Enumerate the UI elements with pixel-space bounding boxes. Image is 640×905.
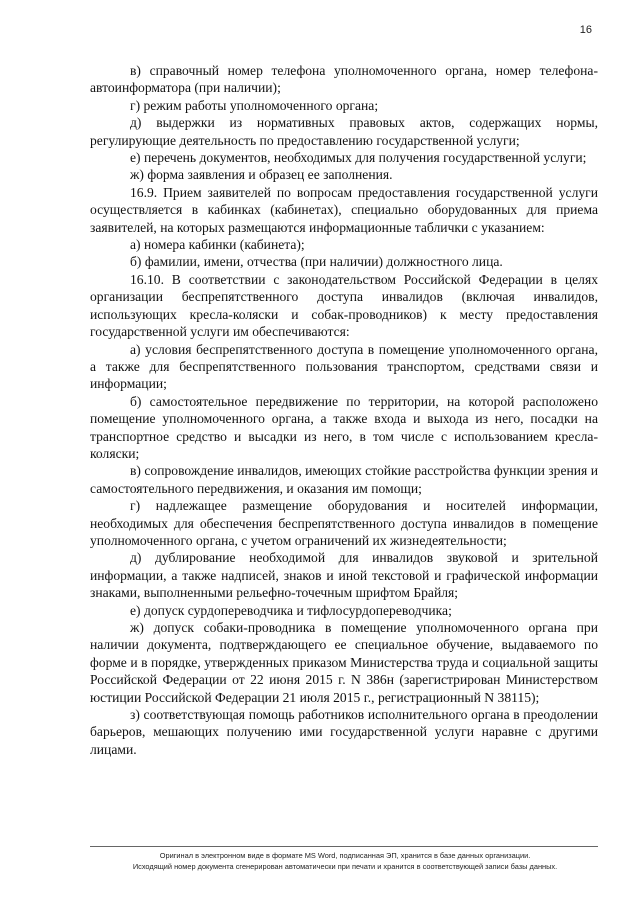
- paragraph-item-g-equipment: г) надлежащее размещение оборудования и носителей информации, необходимых для обеспечения беспрепятственного доступа инвалидов в помещение уполномоченного органа, с учетом ограничений их жизнедеятельности;: [90, 498, 598, 548]
- paragraph-16-10: 16.10. В соответствии с законодательством Российской Федерации в целях организации беспрепятственного доступа инвалидов (включая инвалидов, использующих кресла-коляски и собак-проводников) к месту предоставления государственной услуги им обеспечиваются:: [90, 271, 598, 340]
- paragraph-item-a: а) номера кабинки (кабинета);: [130, 237, 305, 253]
- paragraph-item-e-interpreter: е) допуск сурдопереводчика и тифлосурдопереводчика;: [130, 602, 452, 618]
- paragraph-item-a-access: а) условия беспрепятственного доступа в помещение уполномоченного органа, а также для беспрепятственного пользования транспортом, средствами связи и информации;: [90, 341, 598, 392]
- footer-divider: [90, 846, 598, 847]
- paragraph-item-e: е) перечень документов, необходимых для получения государственной услуги;: [130, 150, 587, 166]
- paragraph-item-b: б) фамилии, имени, отчества (при наличии) должностного лица.: [130, 254, 503, 270]
- paragraph-item-d: д) выдержки из нормативных правовых актов, содержащих нормы, регулирующие деятельность по предоставлению государственной услуги;: [90, 115, 598, 148]
- paragraph-16-9: 16.9. Прием заявителей по вопросам предоставления государственной услуги осуществляется в кабинках (кабинетах), специально оборудованных для приема заявителей, на которых размещаются информационные таблички с указанием:: [90, 184, 598, 235]
- paragraph-item-g: г) режим работы уполномоченного органа;: [130, 97, 379, 113]
- footer-note-number: Исходящий номер документа сгенерирован автоматически при печати и хранится в соответствующей записи базы данных.: [132, 862, 558, 871]
- page-number: 16: [579, 24, 592, 36]
- paragraph-item-zh-guide-dog: ж) допуск собаки-проводника в помещение уполномоченного органа при наличии документа, подтверждающего ее специальное обучение, выдаваемого по форме и в порядке, утвержденных приказом Министерства труда и социальной защиты Российской Федерации от 22 июня 2015 г. N 386н (зарегистрирован Министерством юстиции Российской Федерации 21 июля 2015 г., регистрационный N 38115);: [90, 620, 598, 705]
- paragraph-item-b-movement: б) самостоятельное передвижение по территории, на которой расположено помещение уполномоченного органа, а также входа и выхода из него, посадки на транспортное средство и высадки из него, в том числе с использованием кресла-коляски;: [90, 393, 598, 461]
- paragraph-item-zh: ж) форма заявления и образец ее заполнения.: [130, 167, 393, 183]
- footer-note-original: Оригинал в электронном виде в формате MS Word, подписанная ЭП, хранится в базе данных организации.: [159, 851, 531, 860]
- document-body: [90, 62, 598, 758]
- paragraph-item-d-duplication: д) дублирование необходимой для инвалидов звуковой и зрительной информации, а также надписей, знаков и иной текстовой и графической информации знаками, выполненными рельефно-точечным шрифтом Брайля;: [90, 550, 598, 601]
- paragraph-item-v: в) справочный номер телефона уполномоченного органа, номер телефона-автоинформатора (при наличии);: [90, 63, 598, 96]
- paragraph-item-v-escort: в) сопровождение инвалидов, имеющих стойкие расстройства функции зрения и самостоятельного передвижения, и оказания им помощи;: [90, 463, 598, 496]
- paragraph-item-z-assistance: з) соответствующая помощь работников исполнительного органа в преодолении барьеров, мешающих получению ими государственной услуги наравне с другими лицами.: [90, 707, 598, 757]
